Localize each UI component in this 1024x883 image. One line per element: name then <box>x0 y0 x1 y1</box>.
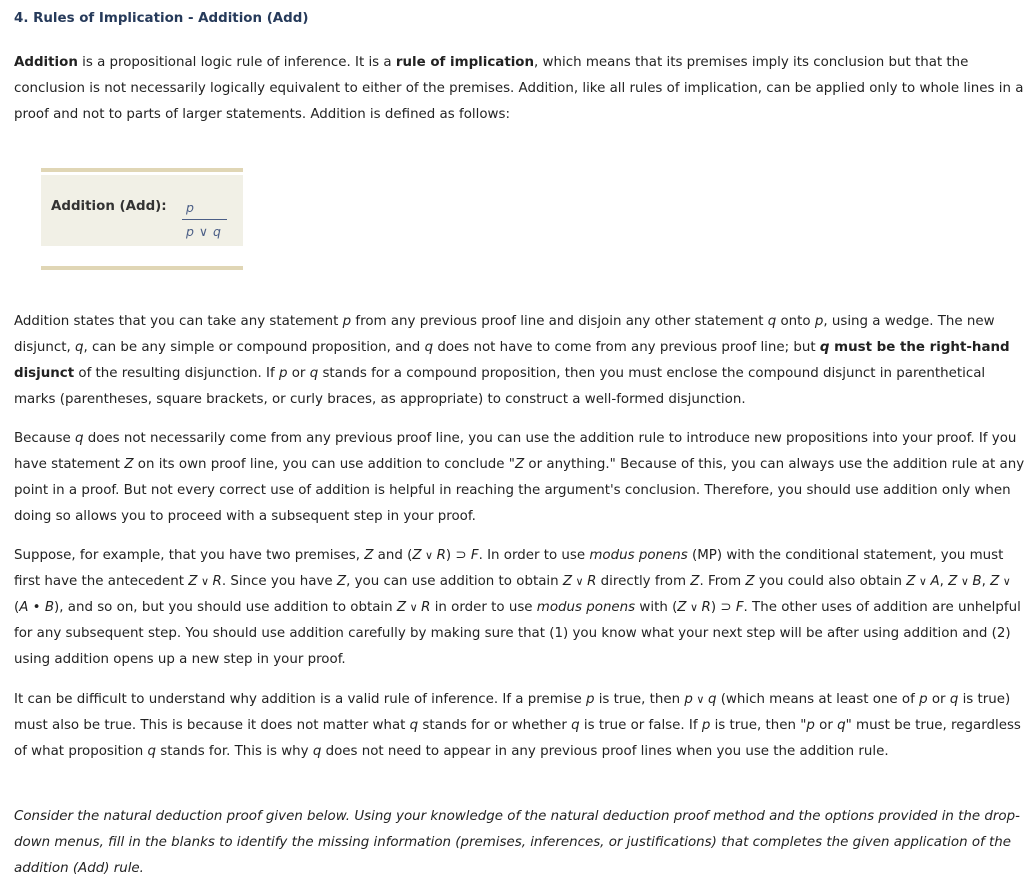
var-p: p <box>684 692 693 707</box>
var-z: Z <box>906 574 916 589</box>
var-q: q <box>74 431 84 446</box>
p2-line-2 <box>14 452 1024 478</box>
paragraph-suppose <box>14 543 1021 673</box>
text-segment: is true, then " <box>710 718 807 733</box>
p4-line-1 <box>14 687 1012 713</box>
text-segment: and ( <box>373 548 413 563</box>
intro-line-2: conclusion is not necessarily logically equivalent to either of the premises. Addition, like all rules of implication, can be applied only to whole lines in a <box>14 81 1024 96</box>
term-modus-ponens: modus ponens <box>536 600 636 615</box>
text-segment: first have the antecedent <box>14 574 189 589</box>
var-z: Z <box>948 574 958 589</box>
text-segment: disjunct, <box>14 340 76 355</box>
var-q: q <box>949 692 959 707</box>
dot-symbol: • <box>28 600 45 615</box>
var-p: p <box>342 314 352 329</box>
text-segment: , which means that its premises imply its conclusion but that the <box>534 55 969 70</box>
var-q: q <box>409 718 419 733</box>
rule-box-top-border <box>41 168 243 172</box>
var-q: q <box>309 366 319 381</box>
term-rule-of-implication: rule of implication <box>395 55 535 70</box>
text-segment: directly from <box>596 574 691 589</box>
var-q: q <box>312 744 322 759</box>
var-r: R <box>701 600 711 615</box>
var-q: q <box>147 744 157 759</box>
text-segment-bold: disjunct <box>14 366 75 381</box>
wedge-symbol: ∨ <box>692 693 708 706</box>
text-segment: on its own proof line, you can use addition to conclude " <box>133 457 515 472</box>
rule-box-body <box>41 175 243 246</box>
text-segment: (which means at least one of <box>716 692 920 707</box>
var-b: B <box>972 574 982 589</box>
text-segment: with ( <box>635 600 678 615</box>
p1-line-1 <box>14 309 1012 335</box>
p3-line-1 <box>14 543 1012 569</box>
intro-line-3: proof and not to parts of larger statements. Addition is defined as follows: <box>14 107 510 122</box>
var-p: p <box>814 314 824 329</box>
rule-label: Addition (Add): <box>51 199 167 214</box>
var-z: Z <box>745 574 755 589</box>
text-segment: Because <box>14 431 75 446</box>
horseshoe-symbol: ) ⊃ <box>710 600 736 615</box>
p3-line-4: for any subsequent step. You should use addition carefully by making sure that (1) you know what your next step will be after using addition and (2) <box>14 626 1011 641</box>
var-z: Z <box>412 548 422 563</box>
text-segment: does not need to appear in any previous proof lines when you use the addition rule. <box>321 744 889 759</box>
text-segment: is true) <box>958 692 1011 707</box>
text-segment: , you can use addition to obtain <box>346 574 563 589</box>
var-z: Z <box>364 548 374 563</box>
text-segment: is true or false. If <box>579 718 702 733</box>
var-z: Z <box>124 457 134 472</box>
text-segment: or anything." Because of this, you can always use the addition rule at any <box>524 457 1024 472</box>
var-f: F <box>735 600 744 615</box>
rule-conclusion: p ∨ q <box>186 224 222 239</box>
text-segment: , <box>939 574 949 589</box>
p1-line-4: marks (parentheses, square brackets, or curly braces, as appropriate) to construct a well-formed disjunction. <box>14 392 746 407</box>
p1-line-2 <box>14 335 1012 361</box>
var-z: Z <box>396 600 407 615</box>
var-b: B <box>44 600 55 615</box>
instructions-line-3: addition (Add) rule. <box>14 861 144 876</box>
p4-line-2 <box>14 713 1021 739</box>
var-p: p <box>701 718 711 733</box>
var-f: F <box>470 548 479 563</box>
instructions-line-1: Consider the natural deduction proof given below. Using your knowledge of the natural deduction proof method and the options provided in the drop- <box>14 809 1020 824</box>
horseshoe-symbol: ) ⊃ <box>445 548 471 563</box>
var-r: R <box>436 548 446 563</box>
text-segment: " must be true, regardless <box>845 718 1021 733</box>
wedge-symbol: ∨ <box>686 601 702 614</box>
text-segment: of what proposition <box>14 744 148 759</box>
text-segment: . In order to use <box>478 548 590 563</box>
var-z: Z <box>188 574 198 589</box>
var-a: A <box>19 600 29 615</box>
text-segment: . From <box>699 574 746 589</box>
text-segment: have statement <box>14 457 125 472</box>
var-r: R <box>587 574 597 589</box>
text-segment: stands for. This is why <box>156 744 313 759</box>
var-z: Z <box>990 574 1000 589</box>
text-segment: , using a wedge. The new <box>823 314 995 329</box>
page-title: 4. Rules of Implication - Addition (Add) <box>14 11 309 26</box>
text-segment-bold: must be the right-hand <box>829 340 1010 355</box>
text-segment: (MP) with the conditional statement, you must <box>687 548 1004 563</box>
text-segment: . The other uses of addition are unhelpful <box>743 600 1021 615</box>
instructions-line-2: down menus, fill in the blanks to identify the missing information (premises, inferences, or justifications) that completes the given application of the <box>14 835 1011 850</box>
var-p: p <box>278 366 288 381</box>
p2-line-4: doing so allows you to proceed with a subsequent step in your proof. <box>14 509 476 524</box>
text-segment: is true, then <box>594 692 685 707</box>
rule-box-bottom-border <box>41 266 243 270</box>
wedge-symbol: ∨ <box>957 575 973 588</box>
text-segment: or <box>814 718 838 733</box>
rule-inference-line <box>182 219 227 220</box>
var-q: q <box>75 340 84 355</box>
p3-line-3 <box>14 595 1021 621</box>
text-segment: or <box>287 366 310 381</box>
text-segment: in order to use <box>430 600 537 615</box>
wedge-symbol: ∨ <box>421 549 437 562</box>
p3-line-5: using addition opens up a new step in your proof. <box>14 652 346 667</box>
wedge-symbol: ∨ <box>999 575 1011 588</box>
text-segment: stands for or whether <box>418 718 572 733</box>
paragraph-valid-rule <box>14 687 1021 765</box>
var-z: Z <box>336 574 347 589</box>
p4-line-3 <box>14 739 1012 765</box>
wedge-symbol: ∨ <box>572 575 588 588</box>
text-segment: ( <box>14 600 20 615</box>
text-segment: stands for a compound proposition, then you must enclose the compound disjunct in parenthetical <box>318 366 986 381</box>
term-addition: Addition <box>14 55 78 70</box>
var-p: p <box>919 692 928 707</box>
var-q: q <box>707 692 717 707</box>
paragraph-addition-states <box>14 309 1012 413</box>
text-segment: does not have to come from any previous proof line; but <box>433 340 820 355</box>
var-q: q <box>767 314 777 329</box>
text-segment: of the resulting disjunction. If <box>74 366 279 381</box>
paragraph-because-q <box>14 426 1024 530</box>
text-segment: onto <box>776 314 815 329</box>
var-z: Z <box>677 600 687 615</box>
text-segment: or <box>927 692 950 707</box>
text-segment: is a propositional logic rule of inference. It is a <box>77 55 396 70</box>
intro-line-1 <box>14 50 1012 76</box>
var-r: R <box>212 574 222 589</box>
wedge-symbol: ∨ <box>915 575 931 588</box>
text-segment: It can be difficult to understand why addition is a valid rule of inference. If a premise <box>14 692 586 707</box>
text-segment: ), and so on, but you should use addition to obtain <box>54 600 397 615</box>
var-p: p <box>806 718 815 733</box>
term-modus-ponens: modus ponens <box>589 548 688 563</box>
var-p: p <box>585 692 595 707</box>
wedge-symbol: ∨ <box>406 601 422 614</box>
wedge-symbol: ∨ <box>197 575 213 588</box>
p2-line-1 <box>14 426 1017 452</box>
text-segment: does not necessarily come from any previous proof line, you can use the addition rule to introduce new propositions into your proof. If you <box>83 431 1017 446</box>
text-segment: , can be any simple or compound proposition, and <box>83 340 425 355</box>
var-q: q <box>571 718 580 733</box>
var-a: A <box>930 574 940 589</box>
var-q: q <box>424 340 434 355</box>
text-segment: Addition states that you can take any statement <box>14 314 343 329</box>
rule-premise: p <box>186 200 194 215</box>
var-z: Z <box>690 574 700 589</box>
text-segment: you could also obtain <box>754 574 907 589</box>
p2-line-3: point in a proof. But not every correct use of addition is helpful in reaching the argument's conclusion. Therefore, you should use addition only when <box>14 483 1011 498</box>
rule-definition-box <box>41 168 243 271</box>
text-segment: , <box>981 574 991 589</box>
var-q-bold: q <box>819 340 830 355</box>
p3-line-2 <box>14 569 1012 595</box>
p1-line-3 <box>14 361 1012 387</box>
instructions-paragraph <box>14 804 1020 882</box>
text-segment: must also be true. This is because it does not matter what <box>14 718 410 733</box>
intro-paragraph <box>14 50 1024 128</box>
var-r: R <box>421 600 431 615</box>
var-q: q <box>837 718 846 733</box>
var-z: Z <box>514 457 525 472</box>
text-segment: . Since you have <box>221 574 337 589</box>
text-segment: from any previous proof line and disjoin any other statement <box>351 314 768 329</box>
text-segment: Suppose, for example, that you have two premises, <box>14 548 365 563</box>
var-z: Z <box>562 574 573 589</box>
